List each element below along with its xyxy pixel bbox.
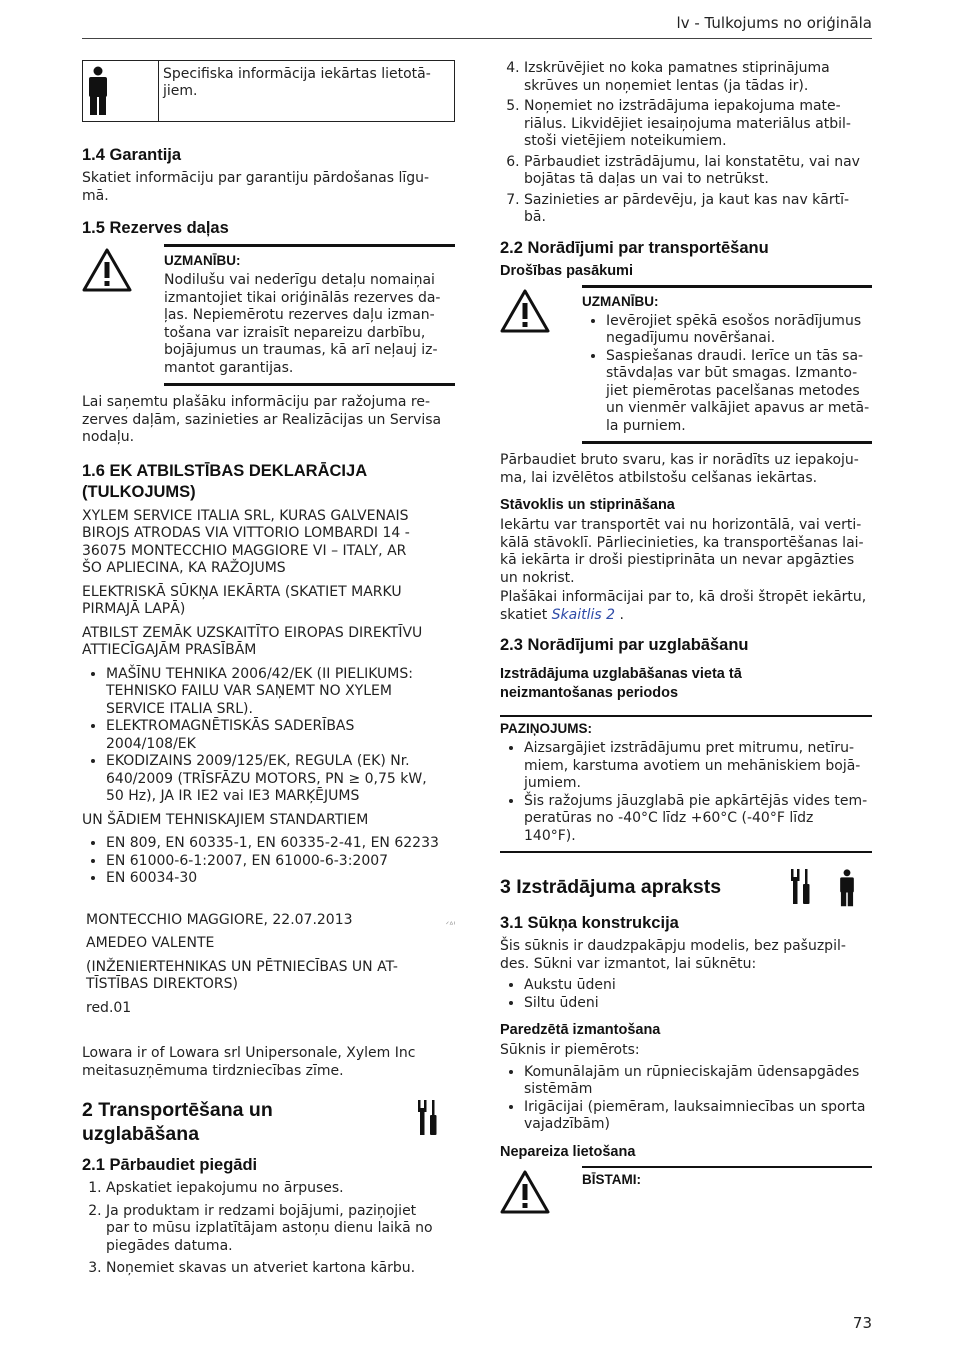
list-item: 2. Ja produktam ir redzami bojājumi, paziņojiet par to mūsu izplatītājam astoņu dienu laikā no piegādes datuma. [106,1203,455,1256]
list-item: • Ievērojiet spēkā esošos norādījumus negadījumu novēršanai. [606,313,872,348]
left-column [82,60,455,1284]
intended-use-text: Sūknis ir piemērots: [500,1042,640,1058]
list-item: • Aukstu ūdeni [524,977,872,995]
signature-role: (INŽENIERTEHNIKAS UN PĒTNIECĪBAS UN AT- TĪSTĪBAS DIREKTORS) [86,958,398,992]
signature-block [82,912,455,1018]
section-2-heading [82,1098,455,1146]
storage-notice [500,715,872,853]
list-item: • ELEKTROMAGNĒTISKĀS SADERĪBAS 2004/108/EK [106,718,455,753]
signature-place-date: MONTECCHIO MAGGIORE, 22.07.2013 ᐟᐞᑊ [86,912,455,930]
list-item: 3. Noņemiet skavas un atveriet kartona kārbu. [106,1260,455,1278]
warning-triangle-icon [500,1166,582,1219]
signature-name: AMEDEO VALENTE [86,935,215,951]
pump-intro: Šis sūknis ir daudzpakāpju modelis, bez pašuzpil- des. Sūkni var izmantot, lai sūknētu: [500,938,846,972]
warning-triangle-icon [500,285,582,445]
user-icon [836,869,872,912]
section-1-6-title: 1.6 EK ATBILSTĪBAS DEKLARĀCIJA (TULKOJUMS) [82,461,368,501]
tools-icon [788,869,836,910]
declaration-p1: XYLEM SERVICE ITALIA SRL, KURAS GALVENAIS BIROJS ATRODAS VIA VITTORIO LOMBARDI 14 - 36075 MONTECCHIO MAGGIORE VI – ITALY, AR ŠO APLIECINA, KA RAŽOJUMS [82,507,410,576]
list-item: 6. Pārbaudiet izstrādājumu, lai konstatētu, vai nav bojātas tā daļas un vai to netrūkst. [524,154,872,189]
section-3-title: 3 Izstrādājuma apraksts [500,876,722,898]
list-item: • Komunālajām un rūpnieciskajām ūdensapgādes sistēmām [524,1064,872,1099]
list-item: • EKODIZAINS 2009/125/EK, REGULA (EK) Nr. 640/2009 (TRĪSFĀZU MOTORS, PN ≥ 0,75 kW, 50 Hz), JA IR IE2 vai IE3 MARĶĒJUMS [106,753,455,806]
declaration-p4: UN ŠĀDIEM TEHNISKAJIEM STANDARTIEM [82,811,369,828]
user-info-text: Specifiska informācija iekārtas lietotā- jiem. [163,66,431,99]
warning-triangle-icon [82,244,164,386]
list-item: • EN 60034-30 [106,870,455,888]
list-item: • Šis ražojums jāuzglabā pie apkārtējās vides tem- peratūras no -40°C līdz +60°C (-40°F līdz 140°F). [524,793,872,846]
running-header: lv - Tulkojums no oriģināla [82,14,872,39]
figure-link[interactable]: Skaitlis 2 [551,606,616,623]
list-item: • Saspiešanas draudi. Ierīce un tās sa- stāvdaļas var būt smagas. Izmanto- jiet piemērotas pacelšanas metodes un vienmēr valkājiet apavus ar metā- la purniem. [606,348,872,436]
section-2-3-title: 2.3 Norādījumi par uzglabāšanu [500,636,749,654]
list-item: • MAŠĪNU TEHNIKA 2006/42/EK (II PIELIKUMS: TEHNISKO FAILU VAR SAŅEMT NO XYLEM SERVICE ITALIA SRL). [106,666,455,719]
lowara-trademark: Lowara ir of Lowara srl Unipersonale, Xylem Inc meitasuzņēmuma tirdzniecības zīme. [82,1045,416,1079]
standards-list [82,835,455,888]
section-1-4-title: 1.4 Garantija [82,146,182,164]
intended-use-list [500,1064,872,1134]
section-2-1-title: 2.1 Pārbaudiet piegādi [82,1156,258,1174]
section-1-5-title: 1.5 Rezerves daļas [82,219,229,237]
warning-label: UZMANĪBU: [582,293,659,309]
list-item: • Aizsargājiet izstrādājumu pret mitrumu, netīru- miem, karstuma avotiem un mehāniskiem bojā- jumiem. [524,740,872,793]
list-item: 5. Noņemiet no izstrādājuma iepakojuma mate- riālus. Likvidējiet iesaiņojuma materiālus atbil- stoši vietējiem noteikumiem. [524,98,872,151]
signature-scribble: ᐟᐞᑊ [445,919,455,929]
list-item: • EN 61000-6-1:2007, EN 61000-6-3:2007 [106,853,455,871]
notice-label: PAZIŅOJUMS: [500,721,593,736]
transport-warning [500,285,872,445]
transport-warning-list [582,313,872,436]
section-2-title: 2 Transportēšana un uzglabāšana [82,1099,273,1145]
warranty-text: Skatiet informāciju par garantiju pārdošanas līgu- mā. [82,170,430,204]
danger-label: BĪSTAMI: [582,1171,641,1187]
list-item: • Irigācijai (piemēram, lauksaimniecības un sporta vajadzībām) [524,1099,872,1134]
list-item: 1. Apskatiet iepakojumu no ārpuses. [106,1180,455,1198]
revision: red.01 [86,999,132,1016]
danger-warning [500,1166,872,1219]
position-title: Stāvoklis un stiprināšana [500,497,675,513]
warning-label: UZMANĪBU: [164,253,241,268]
misuse-title: Nepareiza lietošana [500,1143,636,1160]
storage-title: Izstrādājuma uzglabāšanas vieta tā neizmantošanas periodos [500,666,742,701]
page-number: 73 [852,1314,872,1332]
list-item: 7. Sazinieties ar pārdevēju, ja kaut kas nav kārtī- bā. [524,192,872,227]
user-icon [83,61,159,121]
position-text: Iekārtu var transportēt vai nu horizontālā, vai verti- kālā stāvoklī. Pārliecinieties, ka transportēšanas lai- kā iekārta ir droši piestiprināta un nevar apgāzties un nokrist. [500,517,864,586]
pump-list [500,977,872,1012]
list-item: • EN 809, EN 60335-1, EN 60335-2-41, EN 62233 [106,835,455,853]
spare-parts-text: Lai saņemtu plašāku informāciju par ražojuma re- zerves daļām, sazinieties ar Realizācijas un Servisa nodaļu. [82,394,442,445]
list-item: 4. Izskrūvējiet no koka pamatnes stiprinājuma skrūves un noņemiet lentas (ja tādas ir). [524,60,872,95]
tools-icon [415,1098,455,1141]
safety-title: Drošības pasākumi [500,262,633,279]
section-2-2-title: 2.2 Norādījumi par transportēšanu [500,238,769,257]
intended-use-title: Paredzētā izmantošana [500,1022,661,1038]
declaration-p2: ELEKTRISKĀ SŪKŅA IEKĀRTA (SKATIET MARKU PIRMAJĀ LAPĀ) [82,583,402,617]
declaration-p3: ATBILST ZEMĀK UZSKAITĪTO EIROPAS DIREKTĪVU ATTIECĪGAJĀM PRASĪBĀM [82,624,423,658]
section-3-1-title: 3.1 Sūkņa konstrukcija [500,914,679,932]
list-item: • Siltu ūdeni [524,995,872,1013]
sling-text: Plašākai informācijai par to, kā droši štropēt iekārtu, skatiet Skaitlis 2 . [500,589,867,623]
section-3-heading [500,869,872,912]
weight-text: Pārbaudiet bruto svaru, kas ir norādīts uz iepakoju- ma, lai izvēlētos atbilstošu celšanas iekārtas. [500,452,859,486]
directives-list [82,666,455,806]
warning-text: Nodilušu vai nederīgu detaļu nomaiņai izmantojiet tikai oriģinālās rezerves da- ļas. Nepiemērotu rezerves daļu izman- tošana var izraisīt nepareizu darbību, bojājumus un traumas, kā arī neļauj iz- mantot garantijas. [164,272,441,376]
right-column [500,60,872,1227]
user-info-box [82,60,455,122]
delivery-steps-2 [500,60,872,227]
notice-list [500,740,872,845]
delivery-steps-1 [82,1180,455,1278]
spare-parts-warning [82,244,455,386]
